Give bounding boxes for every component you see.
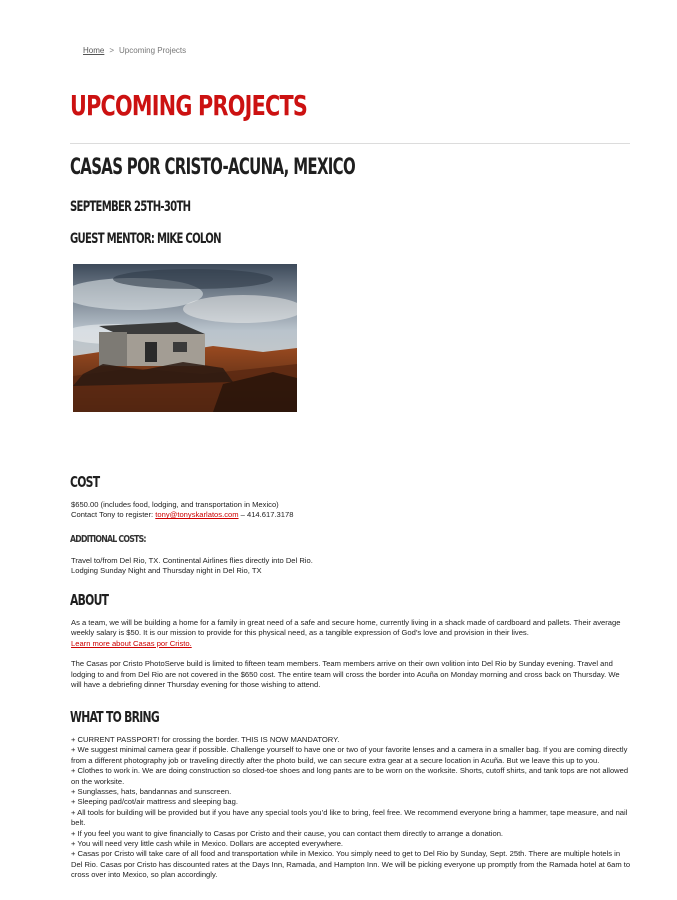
cost-heading: COST [70,473,100,491]
breadcrumb-current: Upcoming Projects [119,46,187,55]
contact-phone: – 414.617.3178 [238,510,294,520]
what-to-bring-list [71,735,631,881]
additional-line-travel: Travel to/from Del Rio, TX. Continental Airlines flies directly into Del Rio. [71,556,313,565]
cost-details [71,500,631,521]
house-photo [73,264,297,412]
contact-prefix: Contact Tony to register: [71,510,156,520]
cost-contact [71,510,631,520]
list-item: + Sleeping pad/cot/air mattress and sleeping bag. [71,797,238,807]
about-paragraph-2: The Casas por Cristo PhotoServe build is limited to fifteen team members. Team members arrive on their own volition into Del Rio by Sunday evening. Travel and lodging to and from Del Rio are not covered in the $650 cost. The entire team will cross the border into Acuña on Monday morning and cross back on Thursday. We will have a debriefing dinner Thursday evening for those wishing to attend. [71,659,620,690]
learn-more-link[interactable]: Learn more about Casas por Cristo. [71,638,192,648]
about-text [71,618,631,690]
list-item: + All tools for building will be provided but if you have any special tools you’d like to bring, feel free. We recommend everyone bring a hammer, tape measure, and nail belt. [71,807,628,828]
list-item: + Clothes to work in. We are doing construction so closed-toe shoes and long pants are to be worn on the worksite. Shorts, cutoff shirts, and tank tops are not allowed on the worksite. [71,766,629,786]
breadcrumb-home-link[interactable]: Home [83,46,105,55]
guest-mentor: GUEST MENTOR: MIKE COLON [70,231,221,247]
additional-line-lodging: Lodging Sunday Night and Thursday night in Del Rio, TX [71,566,262,576]
project-title: CASAS POR CRISTO-ACUNA, MEXICO [70,155,356,180]
list-item: + CURRENT PASSPORT! for crossing the border. THIS IS NOW MANDATORY. [71,735,340,744]
list-item: + If you feel you want to give financially to Casas por Cristo and their cause, you can contact them directly to arrange a donation. [71,828,504,838]
contact-email-link[interactable]: tony@tonyskarlatos.com [155,510,239,520]
page-title: UPCOMING PROJECTS [70,89,308,122]
project-dates: SEPTEMBER 25TH-30TH [70,199,191,215]
house-photo-image [73,264,297,412]
about-heading: ABOUT [70,591,109,609]
list-item: + Sunglasses, hats, bandannas and sunscreen. [71,787,232,797]
title-divider [70,143,630,144]
additional-costs-heading: ADDITIONAL COSTS: [70,534,146,545]
list-item: + You will need very little cash while in Mexico. Dollars are accepted everywhere. [71,839,344,849]
what-to-bring-heading: WHAT TO BRING [70,708,160,726]
list-item: + Casas por Cristo will take care of all food and transportation while in Mexico. You simply need to get to Del Rio by Sunday, Sept. 25th. There are multiple hotels in Del Rio. Casas por Cristo has discounted rates at the Days Inn, Ramada, and Hampton Inn. We will be picking everyone up promptly from the Ramada hotel at 6am to cross over into Mexico, so plan accordingly. [71,849,631,880]
list-item: + We suggest minimal camera gear if possible. Challenge yourself to have one or two of your favorite lenses and a camera in a smaller bag. If you are coming directly from a different photography job or traveling directly after the photo build, we can secure extra gear at a secure location in Acuña. But we leave this up to you. [71,745,628,765]
cost-price: $650.00 (includes food, lodging, and transportation in Mexico) [71,500,279,509]
breadcrumb-separator: > [109,46,115,55]
breadcrumb [83,46,186,55]
additional-costs-details [71,556,631,577]
about-paragraph-1: As a team, we will be building a home for a family in great need of a safe and secure home, currently living in a shack made of cardboard and pallets. Their average weekly salary is $50. It is our mission to provide for this physical need, as a tangible expression of God’s love and provision in their lives. [71,618,621,638]
